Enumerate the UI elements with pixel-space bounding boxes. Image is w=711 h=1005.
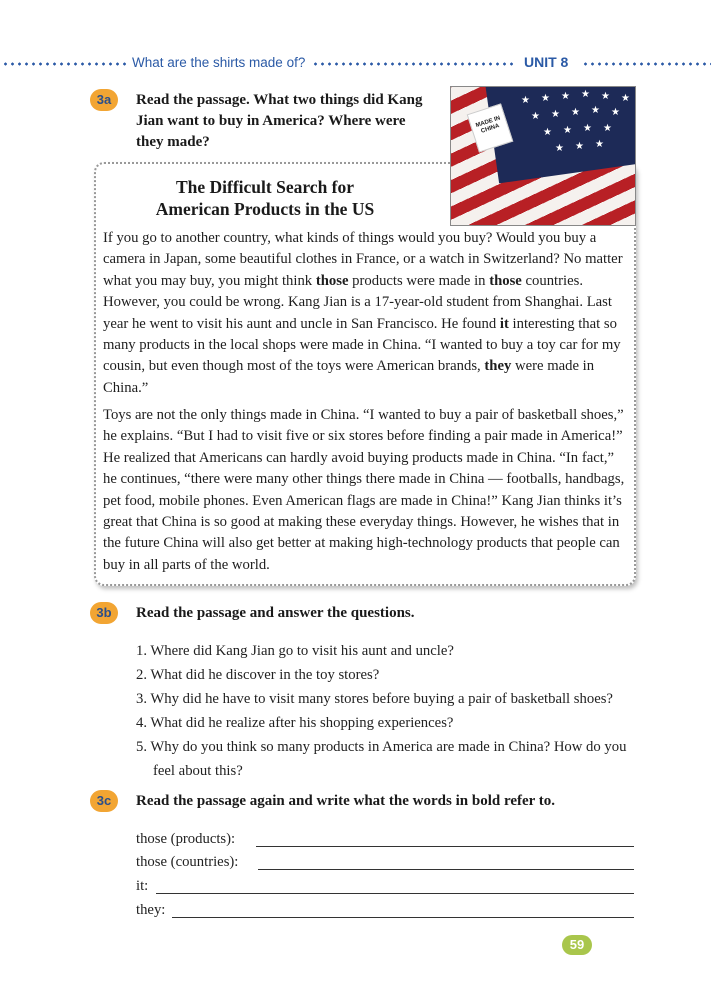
passage-title-line1: The Difficult Search for	[175, 177, 355, 197]
made-in-china-tag: MADE IN CHINA	[467, 103, 514, 152]
question-item: 2. What did he discover in the toy stores?	[136, 667, 380, 683]
passage-paragraph-1	[103, 228, 628, 399]
instruction-3b: Read the passage and answer the questions.	[136, 605, 415, 621]
star-icon: ★	[595, 139, 604, 150]
badge-3c: 3c	[90, 790, 118, 812]
star-icon: ★	[531, 111, 540, 122]
star-icon: ★	[521, 95, 530, 106]
star-icon: ★	[583, 123, 592, 134]
answer-label-it: it:	[136, 878, 149, 894]
question-item: 1. Where did Kang Jian go to visit his aunt and uncle?	[136, 643, 454, 659]
star-icon: ★	[621, 93, 630, 104]
answer-label-those-countries: those (countries):	[136, 854, 239, 870]
bold-word: those	[315, 272, 349, 289]
instruction-3c: Read the passage again and write what the words in bold refer to.	[136, 793, 556, 809]
text-run: products were made in	[348, 272, 490, 289]
star-icon: ★	[561, 91, 570, 102]
flag-photo	[450, 86, 636, 226]
text-run: countries. However, you could be wrong. Kang Jian is a 17-year-old student from Shanghai. Last year he went to visit his aunt and uncle in San Francisco. He found	[103, 272, 612, 332]
header-dots-middle	[312, 62, 516, 66]
star-icon: ★	[591, 105, 600, 116]
answer-label-they: they:	[136, 902, 166, 918]
text-run: interesting that so many products in the local shops were made in China. “I wanted to buy a toy car for my cousin, but even though most of the toys were American brands,	[103, 315, 621, 375]
answer-line-those-products[interactable]	[256, 846, 634, 847]
text-run: were made in China.”	[103, 358, 595, 396]
bold-word: they	[484, 358, 512, 375]
chapter-title: What are the shirts made of?	[132, 55, 306, 70]
badge-3a: 3a	[90, 89, 118, 111]
answer-label-those-products: those (products):	[136, 831, 236, 847]
passage-title	[110, 176, 420, 220]
answer-line-those-countries[interactable]	[258, 869, 634, 870]
unit-label: UNIT 8	[524, 54, 569, 70]
passage-title-line2: American Products in the US	[155, 199, 375, 219]
star-icon: ★	[575, 141, 584, 152]
star-icon: ★	[555, 143, 564, 154]
header-dots-left	[2, 62, 128, 66]
text-run: If you go to another country, what kinds of things would you buy? Would you buy a camera in Japan, some beautiful clothes in France, or a watch in Switzerland? No matter what you may buy, you might think	[103, 230, 623, 289]
bold-word: those	[489, 272, 522, 289]
star-icon: ★	[563, 125, 572, 136]
question-item: 4. What did he realize after his shopping experiences?	[136, 715, 454, 731]
answer-line-it[interactable]	[156, 893, 634, 894]
question-item: 5. Why do you think so many products in America are made in China? How do you feel about this?	[136, 739, 627, 779]
star-icon: ★	[541, 93, 550, 104]
passage-paragraph-2: Toys are not the only things made in China. “I wanted to buy a pair of basketball shoes,” he explains. “But I had to visit five or six stores before finding a pair made in America!” He realized that Americans can hardly avoid buying products made in China. “In fact,” he continues, “there were many other things there made in China — footballs, handbags, pet food, mobile phones. Even American flags are made in China!” Kang Jian thinks it’s great that China is so good at making these everyday things. However, he wishes that in the future China will also get better at making high-technology products that people can buy in all parts of the world.	[103, 407, 625, 573]
page-header	[0, 52, 711, 74]
star-icon: ★	[601, 91, 610, 102]
answer-line-they[interactable]	[172, 917, 634, 918]
header-dots-right	[582, 62, 711, 66]
badge-3b: 3b	[90, 602, 118, 624]
star-icon: ★	[603, 123, 612, 134]
star-icon: ★	[581, 89, 590, 100]
star-icon: ★	[611, 107, 620, 118]
star-icon: ★	[551, 109, 560, 120]
star-icon: ★	[571, 107, 580, 118]
instruction-3a: Read the passage. What two things did Kang Jian want to buy in America? Where were they made?	[136, 92, 423, 150]
question-list	[136, 639, 646, 783]
bold-word: it	[499, 315, 509, 332]
question-item: 3. Why did he have to visit many stores before buying a pair of basketball shoes?	[136, 691, 613, 707]
page-number: 59	[562, 935, 592, 955]
star-icon: ★	[543, 127, 552, 138]
